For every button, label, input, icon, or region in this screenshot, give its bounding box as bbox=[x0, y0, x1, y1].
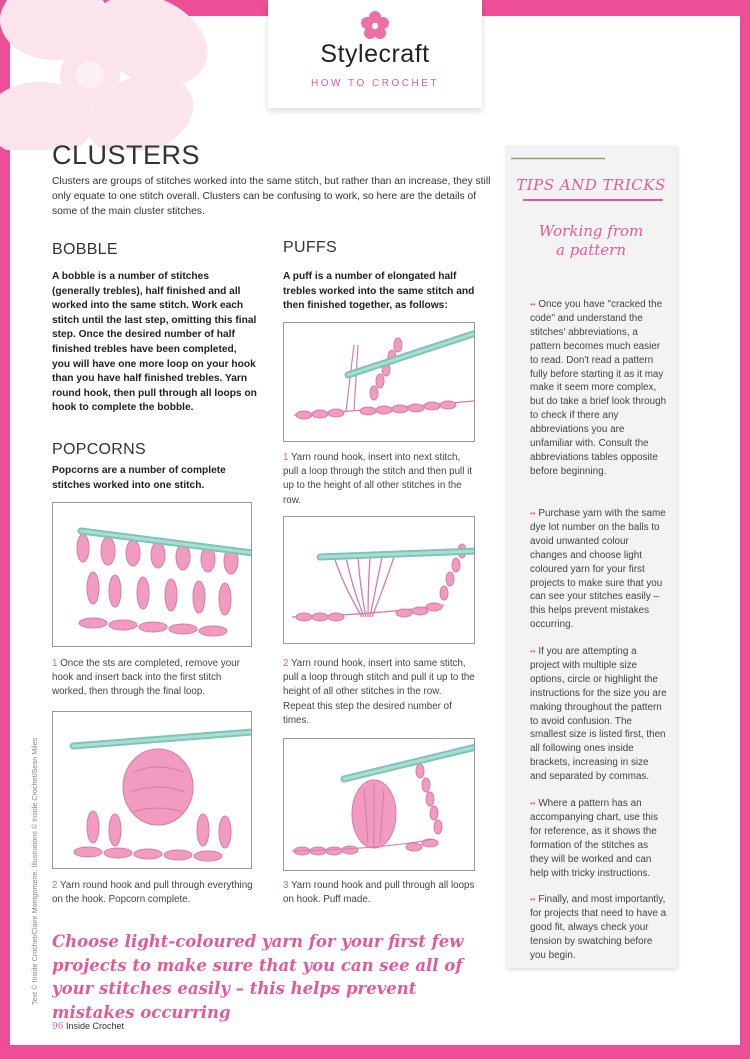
popcorns-heading: POPCORNS bbox=[52, 441, 146, 458]
puff-step-3-caption bbox=[283, 879, 475, 907]
puff-step-1-caption bbox=[283, 451, 475, 508]
popcorn-step-2-caption bbox=[52, 879, 257, 907]
tip-item: •• Where a pattern has an accompanying chart, use this for reference, as it shows the formation of the stitches as they will be worked and can help with tricky instructions. bbox=[530, 798, 658, 879]
popcorn-step-1-illustration bbox=[52, 502, 252, 647]
brand-tagline: HOW TO CROCHET bbox=[311, 78, 439, 89]
popcorn-step-2-number: 2 bbox=[52, 880, 58, 891]
puffs-heading: PUFFS bbox=[283, 239, 337, 256]
tips-and-tricks-panel bbox=[505, 145, 677, 968]
flower-background-decoration bbox=[0, 0, 300, 150]
left-border bbox=[0, 0, 10, 1059]
page-number: 96 bbox=[52, 1022, 64, 1032]
puff-step-3-illustration bbox=[283, 738, 475, 871]
pin-line-decoration bbox=[511, 157, 605, 160]
puff-step-1-number: 1 bbox=[283, 452, 289, 463]
puff-step-1-illustration bbox=[283, 322, 475, 442]
tip-item: •• Purchase yarn with the same dye lot number on the balls to avoid unwanted colour changes and choose light coloured yarn for your first projects to make sure that you can see your stitches easily – this helps prevent mistakes occurring. bbox=[530, 508, 666, 631]
puff-step-2-illustration bbox=[283, 516, 475, 644]
popcorn-step-1-text: Once the sts are completed, remove your hook and insert back into the first stitch worked, then through the final loop. bbox=[52, 658, 240, 698]
popcorn-step-2-illustration bbox=[52, 711, 252, 869]
tips-subtitle: Working from a pattern bbox=[538, 222, 644, 259]
puff-step-2-caption bbox=[283, 657, 475, 728]
right-border bbox=[740, 0, 750, 1059]
page-title: CLUSTERS bbox=[52, 140, 201, 170]
tips-title-underline bbox=[523, 199, 663, 201]
popcorns-body: Popcorns are a number of complete stitches worked into one stitch. bbox=[52, 465, 226, 491]
popcorn-step-2-text: Yarn round hook and pull through everything on the hook. Popcorn complete. bbox=[52, 880, 253, 906]
page-footer bbox=[52, 1021, 124, 1032]
tip-item: •• Once you have "cracked the code" and understand the stitches' abbreviations, a pattern becomes much easier to read. Don't read a pattern fully before starting it as it may make it seem more complex, but do take a brief look through to check if there any abbreviations you are unfamiliar with. Consult the abbreviations tables opposite before beginning. bbox=[530, 299, 667, 477]
popcorn-step-1-number: 1 bbox=[52, 658, 58, 669]
bobble-body: A bobble is a number of stitches (generally trebles), half finished and all worked into the same stitch. Work each stitch until the last step, omitting this final step. Once the desired number of half finished trebles have been completed, you will have one more loop on your hook than you have half finished trebles. Yarn round hook, then pull through all loops on hook to complete the bobble. bbox=[52, 271, 257, 414]
flower-logo-icon bbox=[360, 10, 390, 40]
puff-step-3-text: Yarn round hook and pull through all loops on hook. Puff made. bbox=[283, 880, 475, 906]
bottom-border bbox=[0, 1045, 750, 1059]
magazine-name: Inside Crochet bbox=[65, 1021, 124, 1031]
illustration-credit: Text © Inside Crochet/Claire Montgomerie. Illustrations © Inside Crochet/Sean Miles bbox=[30, 737, 39, 1005]
puff-step-2-text: Yarn round hook, insert into same stitch, pull a loop through stitch and pull it up to the height of all other stitches in the row. Repeat this step the desired number of times. bbox=[283, 658, 475, 726]
brand-name: Stylecraft bbox=[320, 40, 430, 68]
popcorn-step-1-caption bbox=[52, 657, 257, 700]
tip-item: •• Finally, and most importantly, for projects that need to have a good fit, always check your tension by swatching before you begin. bbox=[530, 894, 667, 961]
tip-item: •• If you are attempting a project with multiple size options, circle or highlight the instructions for the size you are making throughout the pattern to avoid confusion. The smallest size is listed first, then all following ones inside brackets, increasing in size and separated by commas. bbox=[530, 646, 667, 783]
intro-text: Clusters are groups of stitches worked into the same stitch, but rather than an increase, they still only equate to one stitch overall. Clusters can be confusing to work, so here are the details of some of the main cluster stitches. bbox=[52, 176, 491, 217]
puff-step-3-number: 3 bbox=[283, 880, 289, 891]
brand-logo-tab bbox=[268, 0, 482, 108]
puffs-body: A puff is a number of elongated half trebles worked into the same stitch and then finished together, as follows: bbox=[283, 271, 475, 312]
pull-quote: Choose light-coloured yarn for your first few projects to make sure that you can see all of your stitches easily – this helps prevent mistakes occurring bbox=[52, 932, 464, 1022]
tips-title: TIPS AND TRICKS bbox=[516, 176, 666, 194]
puff-step-2-number: 2 bbox=[283, 658, 289, 669]
puff-step-1-text: Yarn round hook, insert into next stitch, pull a loop through the stitch and then pull it up to the height of all other stitches in the row. bbox=[283, 452, 472, 506]
bobble-heading: BOBBLE bbox=[52, 241, 118, 258]
